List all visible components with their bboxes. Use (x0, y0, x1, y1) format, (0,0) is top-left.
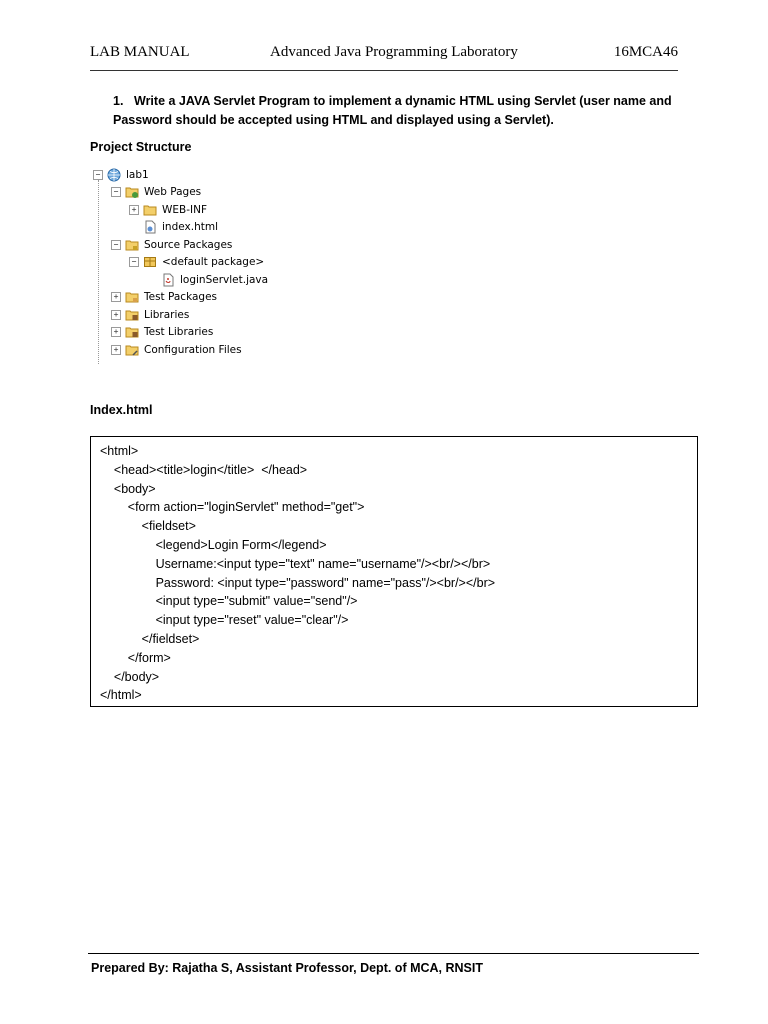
project-structure-heading: Project Structure (90, 140, 192, 154)
web-folder-icon (125, 185, 144, 199)
html-file-icon (143, 220, 162, 234)
java-file-icon (161, 273, 180, 287)
code-line: <form action="loginServlet" method="get"> (100, 500, 365, 515)
globe-icon (107, 168, 126, 182)
collapse-icon[interactable]: − (111, 187, 121, 197)
tree-node-label: loginServlet.java (180, 273, 269, 286)
expand-icon[interactable]: + (111, 345, 121, 355)
code-line: <legend>Login Form</legend> (100, 537, 327, 552)
code-line: Username:<input type="text" name="username"/><br/></br> (100, 556, 491, 571)
code-line: </fieldset> (100, 631, 200, 646)
tree-node[interactable] (111, 184, 201, 201)
code-line: <html> (100, 444, 139, 458)
code-line: </html> (100, 688, 142, 703)
tree-node[interactable] (111, 289, 217, 306)
tree-guide-line (98, 180, 99, 364)
code-line: <head><title>login</title> </head> (100, 462, 308, 477)
folder-icon (143, 203, 162, 217)
collapse-icon[interactable]: − (93, 170, 103, 180)
header-rule (90, 70, 678, 71)
collapse-icon[interactable]: − (129, 257, 139, 267)
package-icon (143, 255, 162, 269)
tree-node-label: <default package> (162, 256, 265, 268)
code-listing (90, 436, 698, 707)
tree-node[interactable] (111, 324, 213, 341)
tree-node[interactable] (129, 201, 207, 218)
tree-node[interactable] (111, 306, 189, 323)
header-lab-manual: LAB MANUAL (90, 44, 190, 60)
library-folder-icon (125, 308, 144, 322)
code-line: </form> (100, 650, 171, 665)
code-line: <input type="submit" value="send"/> (100, 594, 358, 609)
question (113, 92, 673, 129)
source-folder-icon (125, 238, 144, 252)
tree-node-label: Libraries (144, 308, 190, 321)
code-line: Password: <input type="password" name="pass"/><br/></br> (100, 575, 496, 590)
index-html-heading: Index.html (90, 403, 153, 417)
tree-node[interactable] (111, 341, 242, 358)
config-folder-icon (125, 343, 144, 357)
footer-rule (88, 953, 699, 954)
page-header (90, 44, 680, 64)
code-line: </body> (100, 669, 160, 684)
tree-node-label: Configuration Files (144, 343, 242, 356)
tree-node[interactable] (129, 219, 218, 236)
tree-node[interactable] (129, 254, 264, 271)
header-course-code: 16MCA46 (613, 44, 678, 60)
expand-icon[interactable]: + (111, 292, 121, 302)
tree-node[interactable] (111, 236, 232, 253)
tree-node[interactable] (147, 271, 268, 288)
library-folder-icon (125, 325, 144, 339)
code-line: <fieldset> (100, 519, 196, 534)
footer-prepared-by: Prepared By: Rajatha S, Assistant Professor, Dept. of MCA, RNSIT (91, 961, 483, 975)
test-folder-icon (125, 290, 144, 304)
tree-node-label: lab1 (126, 168, 149, 181)
code-line: <input type="reset" value="clear"/> (100, 613, 349, 628)
expand-icon[interactable]: + (111, 310, 121, 320)
tree-node-label: Test Packages (144, 291, 218, 303)
header-course-title: Advanced Java Programming Laboratory (270, 44, 518, 60)
tree-node[interactable] (93, 166, 149, 183)
project-tree (93, 166, 293, 364)
tree-node-label: Test Libraries (144, 326, 214, 338)
code-line: <body> (100, 481, 156, 496)
collapse-icon[interactable]: − (111, 240, 121, 250)
expand-icon[interactable]: + (111, 327, 121, 337)
question-number: 1. (113, 94, 124, 108)
tree-node-label: Source Packages (144, 238, 233, 251)
tree-node-label: Web Pages (144, 186, 202, 198)
tree-node-label: WEB-INF (162, 203, 207, 216)
question-text: Write a JAVA Servlet Program to implement a dynamic HTML using Servlet (user name and Password should be accepted using HTML and displayed using a Servlet). (113, 94, 672, 127)
tree-node-label: index.html (162, 221, 218, 233)
expand-icon[interactable]: + (129, 205, 139, 215)
